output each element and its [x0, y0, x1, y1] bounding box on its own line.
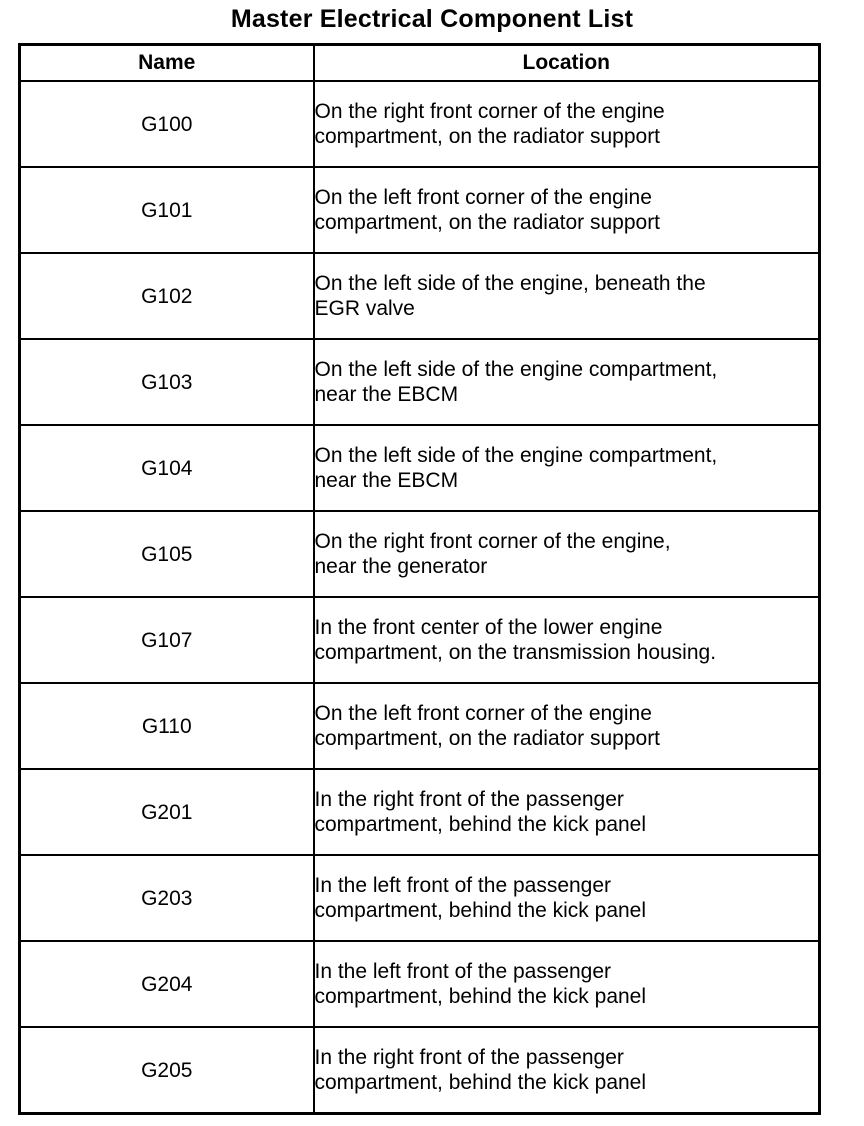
component-name-cell: G205	[20, 1027, 314, 1114]
table-row	[20, 941, 820, 1027]
table-row	[20, 597, 820, 683]
component-name-cell: G101	[20, 167, 314, 253]
component-name-cell: G107	[20, 597, 314, 683]
table-body	[20, 81, 820, 1114]
component-location-cell: On the left front corner of the engine compartment, on the radiator support	[314, 683, 820, 769]
component-location-cell: On the left front corner of the engine compartment, on the radiator support	[314, 167, 820, 253]
component-location-cell: On the left side of the engine compartment, near the EBCM	[314, 339, 820, 425]
component-location-cell: On the right front corner of the engine compartment, on the radiator support	[314, 81, 820, 167]
component-name-cell: G105	[20, 511, 314, 597]
table-row	[20, 769, 820, 855]
component-location-cell: On the right front corner of the engine, near the generator	[314, 511, 820, 597]
component-name-cell: G100	[20, 81, 314, 167]
column-header-location: Location	[314, 45, 820, 82]
component-name-cell: G110	[20, 683, 314, 769]
component-location-cell: In the right front of the passenger compartment, behind the kick panel	[314, 769, 820, 855]
table-row	[20, 855, 820, 941]
column-header-name: Name	[20, 45, 314, 82]
table-row	[20, 253, 820, 339]
component-location-cell: In the front center of the lower engine compartment, on the transmission housing.	[314, 597, 820, 683]
header-row	[20, 45, 820, 82]
document-title: Master Electrical Component List	[230, 5, 634, 33]
component-location-cell: In the left front of the passenger compartment, behind the kick panel	[314, 941, 820, 1027]
table-row	[20, 425, 820, 511]
component-name-cell: G102	[20, 253, 314, 339]
component-name-cell: G103	[20, 339, 314, 425]
table-row	[20, 339, 820, 425]
component-name-cell: G204	[20, 941, 314, 1027]
table-row	[20, 511, 820, 597]
component-name-cell: G201	[20, 769, 314, 855]
table-row	[20, 683, 820, 769]
component-location-cell: On the left side of the engine compartment, near the EBCM	[314, 425, 820, 511]
table-header	[20, 45, 820, 82]
component-location-cell: In the right front of the passenger compartment, behind the kick panel	[314, 1027, 820, 1114]
component-table	[18, 43, 821, 1115]
component-name-cell: G104	[20, 425, 314, 511]
table-row	[20, 167, 820, 253]
table-row	[20, 1027, 820, 1114]
component-location-cell: In the left front of the passenger compartment, behind the kick panel	[314, 855, 820, 941]
component-location-cell: On the left side of the engine, beneath the EGR valve	[314, 253, 820, 339]
component-name-cell: G203	[20, 855, 314, 941]
table-row	[20, 81, 820, 167]
